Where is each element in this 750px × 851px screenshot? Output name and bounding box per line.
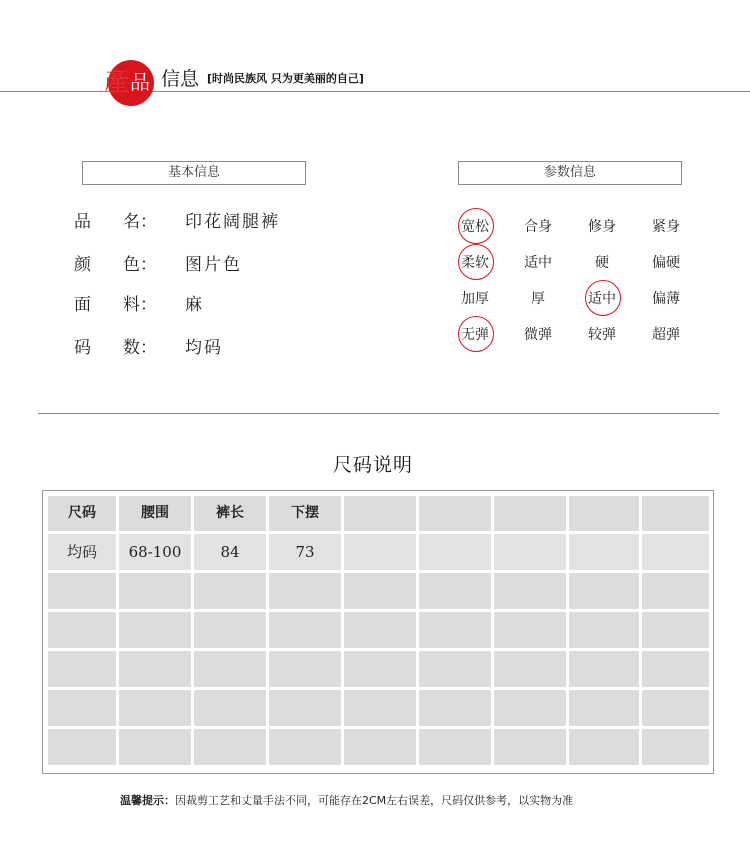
size-chart-title: 尺码说明 xyxy=(332,454,413,476)
table-cell xyxy=(269,651,341,687)
table-cell xyxy=(569,534,639,570)
basic-info-key-char: 数： xyxy=(123,338,157,358)
table-cell xyxy=(494,651,566,687)
table-header-cell xyxy=(344,496,416,531)
basic-info-key-char: 颜 xyxy=(74,255,91,275)
table-cell xyxy=(642,534,709,570)
param-option: 厚 xyxy=(531,291,545,307)
basic-info-key-char: 码 xyxy=(74,338,91,358)
table-cell xyxy=(194,612,266,648)
table-cell xyxy=(642,612,709,648)
product-logo xyxy=(104,54,158,108)
table-cell xyxy=(344,534,416,570)
table-cell xyxy=(119,690,191,726)
table-cell: 均码 xyxy=(48,534,116,570)
table-cell xyxy=(494,612,566,648)
param-option-selected: 柔软 xyxy=(455,252,495,272)
size-table xyxy=(42,490,714,774)
params-heading: 参数信息 xyxy=(458,161,682,185)
table-cell xyxy=(194,573,266,609)
tip-note xyxy=(120,792,573,808)
table-cell: 73 xyxy=(269,534,341,570)
logo-char-1: 產 xyxy=(104,67,130,96)
param-option: 合身 xyxy=(524,219,552,235)
basic-info-heading: 基本信息 xyxy=(82,161,306,185)
table-cell xyxy=(569,573,639,609)
table-header-cell: 尺码 xyxy=(48,496,116,531)
table-cell xyxy=(344,612,416,648)
header-subtitle: [时尚民族风 只为更美丽的自己] xyxy=(207,72,364,85)
logo-char-2: 品 xyxy=(130,70,150,94)
table-cell xyxy=(642,651,709,687)
table-cell xyxy=(344,690,416,726)
table-cell xyxy=(194,729,266,765)
basic-info-value: 印花阔腿裤 xyxy=(185,212,280,232)
param-option-selected: 适中 xyxy=(582,288,622,308)
table-header-cell xyxy=(494,496,566,531)
table-cell xyxy=(642,729,709,765)
param-option-selected: 无弹 xyxy=(455,324,495,344)
table-cell xyxy=(642,573,709,609)
table-cell: 68-100 xyxy=(119,534,191,570)
table-cell xyxy=(569,651,639,687)
table-cell xyxy=(494,690,566,726)
basic-info-value: 均码 xyxy=(185,338,223,358)
param-option: 紧身 xyxy=(652,219,680,235)
table-cell xyxy=(569,690,639,726)
table-cell xyxy=(419,573,491,609)
param-option: 加厚 xyxy=(461,291,489,307)
table-cell xyxy=(419,534,491,570)
table-cell xyxy=(48,573,116,609)
param-option: 偏薄 xyxy=(652,291,680,307)
table-cell xyxy=(194,690,266,726)
param-option: 微弹 xyxy=(524,327,552,343)
table-cell xyxy=(419,729,491,765)
table-cell xyxy=(119,612,191,648)
table-header-cell: 裤长 xyxy=(194,496,266,531)
table-cell xyxy=(269,729,341,765)
basic-info-key-char: 料： xyxy=(123,295,157,315)
table-cell xyxy=(269,690,341,726)
basic-info-value: 麻 xyxy=(185,295,204,315)
table-cell xyxy=(642,690,709,726)
basic-info-value: 图片色 xyxy=(185,255,242,275)
param-option: 硬 xyxy=(595,255,609,271)
table-cell xyxy=(494,729,566,765)
table-cell xyxy=(569,729,639,765)
basic-info-key-char: 品 xyxy=(74,212,91,232)
param-option-selected: 宽松 xyxy=(455,216,495,236)
basic-info-key-char: 名： xyxy=(123,212,157,232)
tip-label: 温馨提示： xyxy=(120,794,175,807)
table-cell xyxy=(269,573,341,609)
table-header-cell xyxy=(569,496,639,531)
table-cell xyxy=(48,729,116,765)
table-cell xyxy=(419,690,491,726)
table-cell xyxy=(119,729,191,765)
param-option: 修身 xyxy=(588,219,616,235)
table-cell: 84 xyxy=(194,534,266,570)
basic-info-key-char: 色： xyxy=(123,255,157,275)
table-cell xyxy=(194,651,266,687)
param-option: 较弹 xyxy=(588,327,616,343)
table-cell xyxy=(119,651,191,687)
table-cell xyxy=(344,651,416,687)
table-cell xyxy=(48,651,116,687)
table-cell xyxy=(269,612,341,648)
param-option: 适中 xyxy=(524,255,552,271)
table-header-cell xyxy=(419,496,491,531)
param-option: 偏硬 xyxy=(652,255,680,271)
tip-text: 因裁剪工艺和丈量手法不同，可能存在2CM左右误差，尺码仅供参考，以实物为准 xyxy=(175,794,574,807)
section-divider xyxy=(38,413,719,414)
table-cell xyxy=(569,612,639,648)
basic-info-key-char: 面 xyxy=(74,295,91,315)
table-cell xyxy=(48,690,116,726)
table-cell xyxy=(494,573,566,609)
table-header-cell xyxy=(642,496,709,531)
table-cell xyxy=(48,612,116,648)
table-cell xyxy=(344,573,416,609)
table-cell xyxy=(419,612,491,648)
table-cell xyxy=(119,573,191,609)
table-header-cell: 下摆 xyxy=(269,496,341,531)
table-cell xyxy=(419,651,491,687)
table-cell xyxy=(344,729,416,765)
param-option: 超弹 xyxy=(652,327,680,343)
header-title: 信息 xyxy=(161,68,200,90)
table-header-cell: 腰围 xyxy=(119,496,191,531)
table-cell xyxy=(494,534,566,570)
